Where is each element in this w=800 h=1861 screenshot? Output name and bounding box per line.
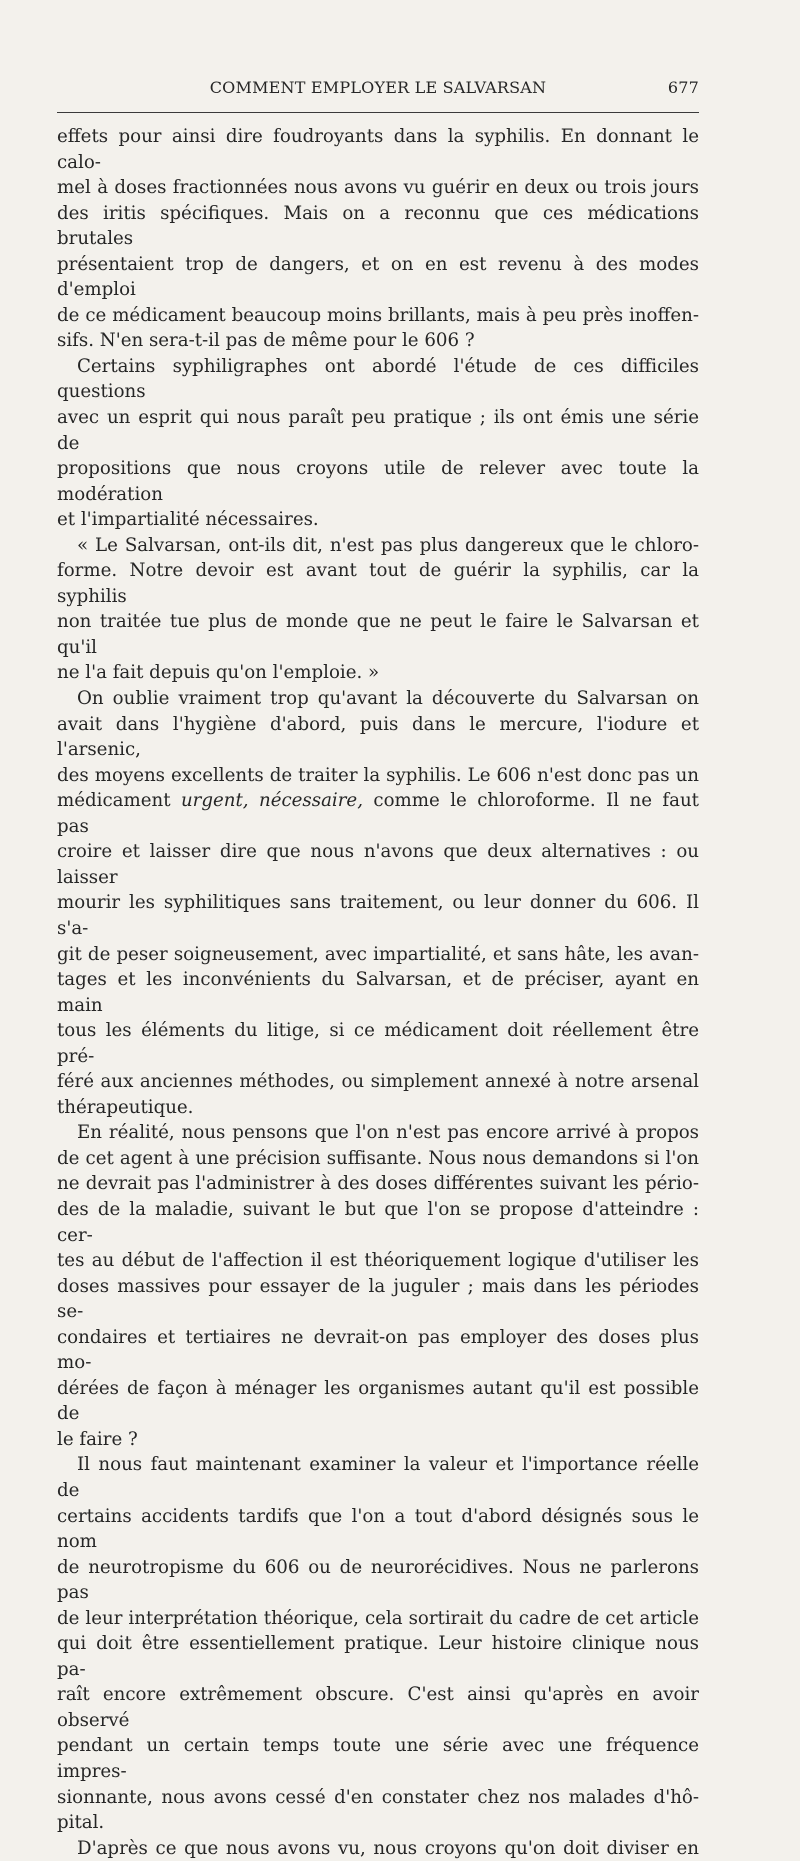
line-text: dérées de façon à ménager les organismes autant qu'il est possible de (57, 1377, 699, 1425)
running-header (57, 74, 699, 102)
text-line (57, 1197, 699, 1248)
text-line (57, 354, 699, 405)
running-title: COMMENT EMPLOYER LE SALVARSAN (209, 78, 547, 97)
text-line (57, 660, 699, 686)
line-text: sionnante, nous avons cessé d'en constater chez nos malades d'hô- (57, 1786, 699, 1808)
text-line (57, 175, 699, 201)
line-text: mourir les syphilitiques sans traitement, ou leur donner du 606. Il s'a- (57, 892, 699, 939)
line-text: des iritis spécifiques. Mais on a reconnu que ces médications brutales (57, 202, 699, 250)
line-text: croire et laisser dire que nous n'avons que deux alternatives : ou laisser (57, 841, 699, 888)
page-number: 677 (667, 78, 699, 97)
body-text (57, 124, 699, 1861)
text-line (57, 890, 699, 941)
line-text: de cet agent à une précision suffisante. Nous nous demandons si l'on (57, 1147, 699, 1169)
text-line (57, 1785, 699, 1811)
text-line (57, 1555, 699, 1606)
line-text: de leur interprétation théorique, cela sortirait du cadre de cet article (57, 1607, 699, 1629)
line-text: comme le chloroforme. Il ne faut pas (57, 790, 699, 837)
line-text: qui doit être essentiellement pratique. Leur histoire clinique nous pa- (57, 1633, 699, 1680)
text-line (57, 1682, 699, 1733)
line-text: effets pour ainsi dire foudroyants dans la syphilis. En donnant le calo- (57, 126, 699, 173)
line-text: sifs. N'en sera-t-il pas de même pour le 606 ? (57, 330, 475, 352)
text-line (57, 405, 699, 456)
text-line (57, 328, 699, 354)
line-text: certains accidents tardifs que l'on a tout d'abord désignés sous le nom (57, 1505, 699, 1553)
text-line (57, 609, 699, 660)
line-text: doses massives pour essayer de la juguler ; mais dans les périodes se- (57, 1275, 699, 1323)
header-rule (57, 112, 699, 113)
text-line (57, 533, 699, 559)
line-text: mel à doses fractionnées nous avons vu guérir en deux ou trois jours (57, 177, 699, 199)
text-line (57, 507, 699, 533)
text-line (57, 303, 699, 329)
text-line (57, 1452, 699, 1503)
text-line (57, 1248, 699, 1274)
text-line (57, 712, 699, 763)
line-text: non traitée tue plus de monde que ne peut le faire le Salvarsan et qu'il (57, 611, 699, 658)
line-text: raît encore extrêmement obscure. C'est ainsi qu'après en avoir observé (57, 1684, 699, 1731)
text-line (57, 788, 699, 839)
line-text: pital. (57, 1812, 105, 1834)
line-text: En réalité, nous pensons que l'on n'est pas encore arrivé à propos (77, 1122, 699, 1144)
line-text: le faire ? (57, 1428, 138, 1450)
text-line (57, 839, 699, 890)
line-text: de ce médicament beaucoup moins brillants, mais à peu près inoffen- (57, 304, 699, 326)
line-text: des de la maladie, suivant le but que l'on se propose d'atteindre : cer- (57, 1198, 699, 1246)
text-line (57, 1095, 699, 1121)
text-line (57, 1069, 699, 1095)
line-text: D'après ce que nous avons vu, nous croyons qu'on doit diviser en (77, 1837, 699, 1859)
text-line (57, 763, 699, 789)
text-line (57, 1606, 699, 1632)
line-text: tages et les inconvénients du Salvarsan, et de préciser, ayant en main (57, 969, 699, 1016)
line-text: présentaient trop de dangers, et on en est revenu à des modes d'emploi (57, 253, 699, 301)
text-line (57, 1733, 699, 1784)
line-text: pendant un certain temps toute une série avec une fréquence impres- (57, 1735, 699, 1782)
text-line (57, 1146, 699, 1172)
text-line (57, 1018, 699, 1069)
line-text: git de peser soigneusement, avec impartialité, et sans hâte, les avan- (57, 943, 699, 965)
line-text: propositions que nous croyons utile de relever avec toute la modération (57, 458, 699, 505)
line-text: de neurotropisme du 606 ou de neurorécidives. Nous ne parlerons pas (57, 1556, 699, 1604)
line-text: avec un esprit qui nous paraît peu pratique ; ils ont émis une série de (57, 407, 699, 454)
text-line (57, 1631, 699, 1682)
text-line (57, 1836, 699, 1861)
line-text: des moyens excellents de traiter la syphilis. Le 606 n'est donc pas un (57, 764, 699, 786)
line-text: On oublie vraiment trop qu'avant la découverte du Salvarsan on (77, 688, 699, 710)
line-text: ne l'a fait depuis qu'on l'emploie. » (57, 662, 380, 684)
text-line (57, 558, 699, 609)
text-line (57, 456, 699, 507)
text-line (57, 252, 699, 303)
line-text: thérapeutique. (57, 1096, 194, 1118)
line-text: médicament (57, 790, 171, 812)
line-text: ne devrait pas l'administrer à des doses différentes suivant les pério- (57, 1173, 699, 1195)
line-text: condaires et tertiaires ne devrait-on pas employer des doses plus mo- (57, 1326, 699, 1374)
line-text: tes au début de l'affection il est théoriquement logique d'utiliser les (57, 1250, 699, 1272)
text-line (57, 967, 699, 1018)
line-text: Il nous faut maintenant examiner la valeur et l'importance réelle de (57, 1454, 699, 1501)
text-line (57, 1120, 699, 1146)
text-line (57, 1427, 699, 1453)
text-line (57, 1325, 699, 1376)
text-line (57, 942, 699, 968)
line-text: féré aux anciennes méthodes, ou simplement annexé à notre arsenal (57, 1071, 699, 1093)
text-line (57, 124, 699, 175)
text-line (57, 1376, 699, 1427)
line-text: Certains syphiligraphes ont abordé l'étude de ces difficiles questions (57, 355, 699, 403)
line-text: tous les éléments du litige, si ce médicament doit réellement être pré- (57, 1020, 699, 1067)
text-line (57, 1274, 699, 1325)
text-line (57, 1810, 699, 1836)
line-text: « Le Salvarsan, ont-ils dit, n'est pas plus dangereux que le chloro- (77, 534, 699, 556)
text-line (57, 1171, 699, 1197)
text-line (57, 686, 699, 712)
line-text: avait dans l'hygiène d'abord, puis dans le mercure, l'iodure et l'arsenic, (57, 713, 699, 761)
line-text: et l'impartialité nécessaires. (57, 509, 319, 531)
text-line (57, 1504, 699, 1555)
italic-phrase: urgent, nécessaire, (180, 790, 363, 812)
line-text: forme. Notre devoir est avant tout de guérir la syphilis, car la syphilis (57, 560, 699, 607)
text-line (57, 201, 699, 252)
